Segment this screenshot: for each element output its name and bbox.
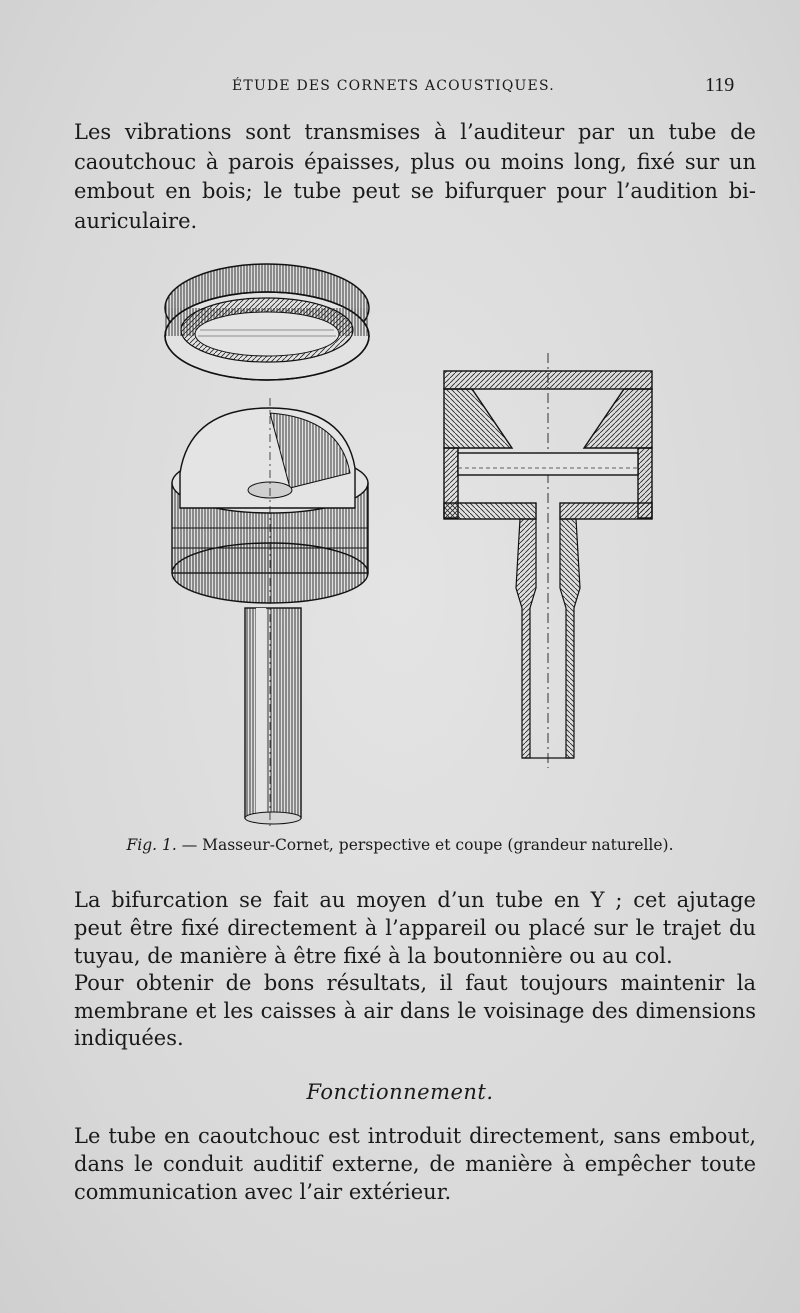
funnel-perspective-drawing [172,398,368,828]
running-head-title: ÉTUDE DES CORNETS ACOUSTIQUES. [232,78,555,94]
paragraph-vibrations: Les vibrations sont transmises à l’auditeur par un tube de caoutchouc à parois épaisses, plus ou moins long, fixé sur un embout en bois; le tube peut se bifurquer pour l’audition bi-auriculaire. [74,120,756,233]
ring-perspective-drawing [165,264,369,380]
page-number: 119 [705,74,735,96]
figure-masseur-cornet [150,258,670,828]
paragraph-fonctionnement: Le tube en caoutchouc est introduit directement, sans embout, dans le conduit auditif externe, de manière à empêcher toute communication avec l’air extérieur. [74,1124,756,1204]
paragraph-resultats: Pour obtenir de bons résultats, il faut toujours maintenir la membrane et les caisses à air dans le voisinage des dimensions indiquées. [74,971,756,1050]
paragraph-bifurcation: La bifurcation se fait au moyen d’un tube en Y ; cet ajutage peut être fixé directement à l’appareil ou placé sur le trajet du tuyau, de manière à être fixé à la boutonnière ou au col. [74,888,756,968]
figure-caption-text: — Masseur-Cornet, perspective et coupe (grandeur naturelle). [176,836,674,854]
figure-label: Fig. 1. [126,836,177,854]
figure-caption [0,836,800,854]
section-title: Fonctionnement. [306,1080,494,1104]
cross-section-drawing [444,353,652,768]
running-head [0,74,800,100]
